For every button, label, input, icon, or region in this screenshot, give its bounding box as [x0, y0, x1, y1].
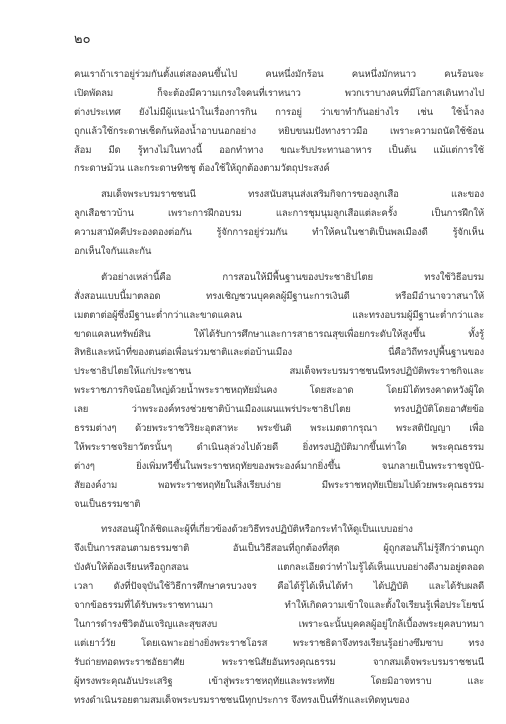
text-line: จากข้อธรรมที่ได้รับพระราชทานมา ทำให้เกิดความเข้าใจและตั้งใจเรียนรู้เพื่อประโยชน์ — [74, 600, 484, 612]
text-line: จึงเป็นการสอนตามธรรมชาติ อันเป็นวิธีสอนที่ถูกต้องที่สุด ผู้ถูกสอนก็ไม่รู้สึกว่าตนถูก — [74, 543, 484, 555]
text-line: คนเราถ้าเราอยู่ร่วมกันตั้งแต่สองคนขึ้นไป คนหนึ่งมักร้อน คนหนึ่งมักหนาว คนร้อนจะ — [74, 69, 484, 80]
text-line: ถูกแล้วใช้กระดาษเช็ดก้นห้องน้ำอาบนอกอย่าง หยิบขนมปังทางราวมือ เพราะความถนัดใช้ช้อน — [74, 125, 484, 137]
page-number: ๒๐ — [74, 32, 91, 47]
text-line: พระราชภารกิจน้อยใหญ่ด้วยน้ำพระราชหฤทัยมั่นคง โดยสะอาด โดยมิได้ทรงคาดหวังผู้ใด — [74, 385, 484, 397]
text-line: รับถ่ายทอดพระราชอัธยาศัย พระราชนิสัยอันทรงคุณธรรม จากสมเด็จพระบรมราชชนนี — [74, 656, 484, 668]
paragraph — [74, 66, 484, 179]
body-text — [74, 66, 484, 710]
text-line: ต่างๆ ยิ่งเพิ่มทวีขึ้นในพระราชหฤทัยของพระองค์มากยิ่งขึ้น จนกลายเป็นพระราชจูบันิ- — [74, 460, 484, 472]
text-line: ลูกเสือชาวบ้าน เพราะการฝึกอบรม และการชุมนุมลูกเสือแต่ละครั้ง เป็นการฝึกให้ — [74, 208, 484, 220]
text-line: สัยองค์งาม พอพระราชหฤทัยในสิ่งเรียบง่าย มีพระราชหฤทัยเปี่ยมไปด้วยพระคุณธรรม — [74, 479, 484, 491]
text-line: ขาดแคลนทรัพย์สิน ให้ได้รับการศึกษาและการสาธารณสุขเพื่อยกระดับให้สูงขึ้น ทั้งรู้ — [74, 328, 484, 340]
text-line: เมตตาต่อผู้ซึ่งมีฐานะต่ำกว่าและขาดแคลน และทรงอบรมผู้มีฐานะต่ำกว่าและ — [74, 309, 484, 321]
text-line: แต่เยาว์วัย โดยเฉพาะอย่างยิ่งพระราชโอรส พระราชธิดาจึงทรงเรียนรู้อย่างซึมซาบ ทรง — [74, 637, 484, 649]
text-line: เวลา ดังที่ปัจจุบันใช้วิธีการศึกษาครบวงจร คือได้รู้ได้เห็นได้ทำ ได้ปฏิบัติ และได้รับผลดี — [74, 581, 484, 593]
text-line: ทรงสอนผู้ใกล้ชิดและผู้ที่เกี่ยวข้องด้วยวิธีทรงปฏิบัติหรือกระทำให้ดูเป็นแบบอย่าง — [101, 524, 413, 536]
text-line: จนเป็นธรรมชาติ — [74, 498, 141, 510]
text-line: ความสามัคคีประองดองต่อกัน รู้จักการอยู่ร่วมกัน ทำให้คนในชาติเป็นพลเมืองดี รู้จักเห็น — [74, 227, 484, 239]
text-line: ให้พระราชจริยาวัตรนั้นๆ ดำเนินลุล่วงไปด้วยดี ยิ่งทรงปฏิบัติมากขึ้นเท่าใด พระคุณธรรม — [74, 441, 484, 453]
text-line: ส้อม มีด รู้ทางไม่ในทางนี้ ออกทำทาง ขณะรับประทานอาหาร เป็นต้น แม้แต่การใช้ — [74, 144, 484, 156]
text-line: สั่งสอนแบบนี้มาตลอด ทรงเชิญชวนบุคคลผู้มีฐานะการเงินดี หรือมีอำนาจวาสนาให้ — [74, 290, 484, 302]
text-line: ต่างประเทศ ยังไม่มีผู้แนะนำในเรื่องการกิน การอยู่ ว่าเขาทำกันอย่างไร เช่น ใช้น้ำลง — [74, 106, 484, 118]
text-line: เลย ว่าพระองค์ทรงช่วยชาติบ้านเมืองแผนแพร่ประชาธิปไตย ทรงปฏิบัติโดยอาศัยข้อ — [74, 404, 484, 416]
text-line: สิทธิและหน้าที่ของตนต่อเพื่อนร่วมชาติและต่อบ้านเมือง นี่คือวิถีทรงปูพื้นฐานของ — [74, 347, 484, 359]
paragraph — [74, 186, 484, 262]
text-line: ตัวอย่างเหล่านี้คือ การสอนให้มีพื้นฐานของประชาธิปไตย ทรงใช้วิธีอบรม — [101, 271, 484, 283]
text-line: สมเด็จพระบรมราชชนนี ทรงสนับสนุนส่งเสริมกิจการของลูกเสือ และของ — [101, 189, 484, 201]
text-line: กระดาษม้วน และกระดาษทิชชู ต้องใช้ให้ถูกต้องตามวัตถุประสงค์ — [74, 163, 330, 175]
text-line: เปิดพัดลม ก็จะต้องมีความเกรงใจคนที่เราหนาว พวกเราบางคนที่มีโอกาสเดินทางไป — [74, 87, 484, 99]
text-line: ทรงดำเนินรอยตามสมเด็จพระบรมราชชนนีทุกประการ จึงทรงเป็นที่รักและเทิดทูนของ — [74, 694, 410, 706]
text-line: ในการดำรงชีวิตอันเจริญและสุขสงบ เพราะฉะนั้นบุคคลผู้อยู่ใกล้เบื้องพระยุคลบาทมา — [74, 618, 484, 630]
text-line: ธรรมต่างๆ ด้วยพระราชวิริยะอุตสาหะ พระขันติ พระเมตตากรุณา พระสติปัญญา เพื่อ — [74, 423, 484, 435]
paragraph — [74, 269, 484, 515]
text-line: บังคับให้ต้องเรียนหรือถูกสอน แตกละเอียดว่าทำไมรู้ได้เห็นแบบอย่างดีงามอยู่ตลอด — [74, 562, 484, 574]
text-line: อกเห็นใจกันและกัน — [74, 246, 152, 258]
paragraph — [74, 521, 484, 710]
text-line: ผู้ทรงพระคุณอันประเสริฐ เข้าสู่พระราชหฤทัยและพระหทัย โดยมิอาจทราบ และ — [74, 675, 484, 687]
text-line: ประชาธิปไตยให้แก่ประชาชน สมเด็จพระบรมราชชนนีทรงปฏิบัติพระราชกิจและ — [74, 366, 484, 378]
